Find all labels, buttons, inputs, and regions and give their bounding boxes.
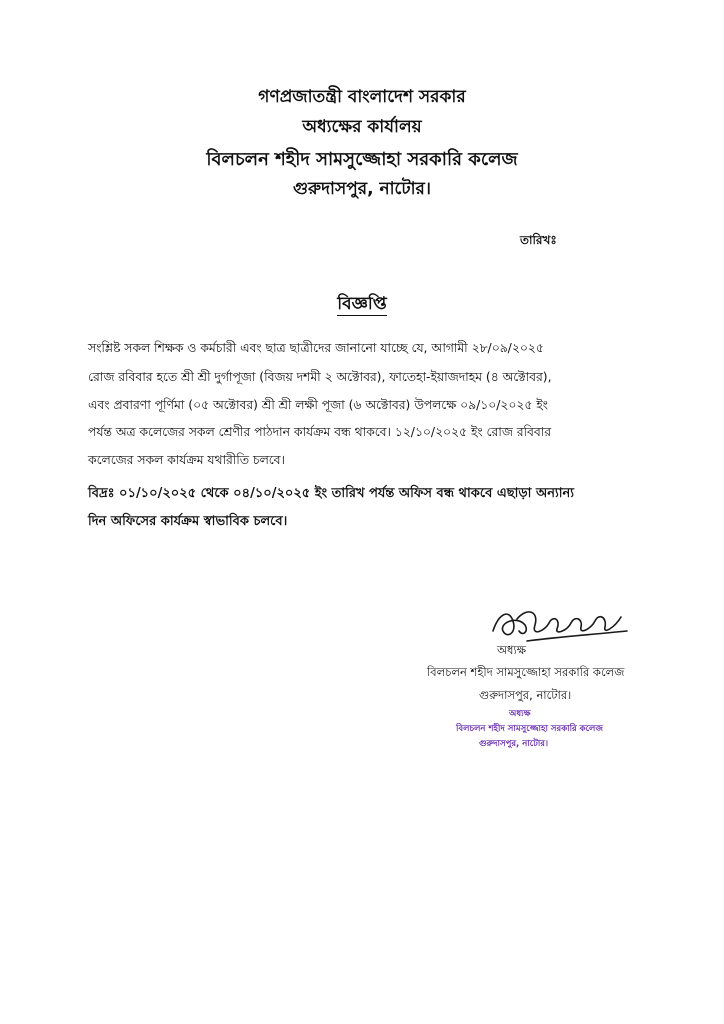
notice-body-line: সংশ্লিষ্ট সকল শিক্ষক ও কর্মচারী এবং ছাত্র ছাত্রীদের জানানো যাচ্ছে যে, আগামী ২৮/০৯/২০২৫ (88, 341, 544, 355)
seal-title: অধ্যক্ষ (509, 709, 531, 719)
seal-address: গুরুদাসপুর, নাটোর। (479, 739, 549, 749)
handwritten-signature (487, 601, 637, 647)
notice-title-text: বিজ্ঞপ্তি (337, 294, 387, 314)
note-line: দিন অফিসের কার্যক্রম স্বাভাবিক চলবে। (88, 514, 288, 529)
notice-body-line: কলেজের সকল কার্যক্রম যথারীতি চলবে। (88, 453, 285, 467)
notice-body-line: এবং প্রবারণা পূর্ণিমা (০৫ অক্টোবর) শ্রী শ্রী লক্ষী পূজা (৬ অক্টোবর) উপলক্ষে ০৯/১০/২০২৫ ইং (88, 398, 548, 412)
govt-title: গণপ্রজাতন্ত্রী বাংলাদেশ সরকার (258, 87, 466, 107)
office-title: অধ্যক্ষের কার্যালয় (302, 117, 422, 137)
signatory-title: অধ্যক্ষ (497, 643, 527, 657)
signatory-college: বিলচলন শহীদ সামসুজ্জোহা সরকারি কলেজ (427, 665, 625, 679)
seal-college: বিলচলন শহীদ সামসুজ্জোহা সরকারি কলেজ (456, 724, 603, 734)
college-address: গুরুদাসপুর, নাটোর। (292, 179, 431, 199)
note-line: বিদ্রঃ ০১/১০/২০২৫ থেকে ০৪/১০/২০২৫ ইং তারিখ পর্যন্ত অফিস বন্ধ থাকবে এছাড়া অন্যান্য (88, 486, 575, 501)
notice-body-line: পর্যন্ত অত্র কলেজের সকল শ্রেণীর পাঠদান কার্যক্রম বন্ধ থাকবে। ১২/১০/২০২৫ ইং রোজ রবিবার (88, 425, 552, 439)
college-name: বিলচলন শহীদ সামসুজ্জোহা সরকারি কলেজ (206, 149, 518, 170)
notice-title (0, 291, 724, 319)
notice-body-line: রোজ রবিবার হতে শ্রী শ্রী দুর্গাপূজা (বিজয় দশমী ২ অক্টোবর), ফাতেহা-ইয়াজদাহম (৪ অক্টোবর), (88, 370, 552, 384)
signatory-address: গুরুদাসপুর, নাটোর। (479, 688, 572, 702)
date-label: তারিখঃ (520, 233, 557, 247)
